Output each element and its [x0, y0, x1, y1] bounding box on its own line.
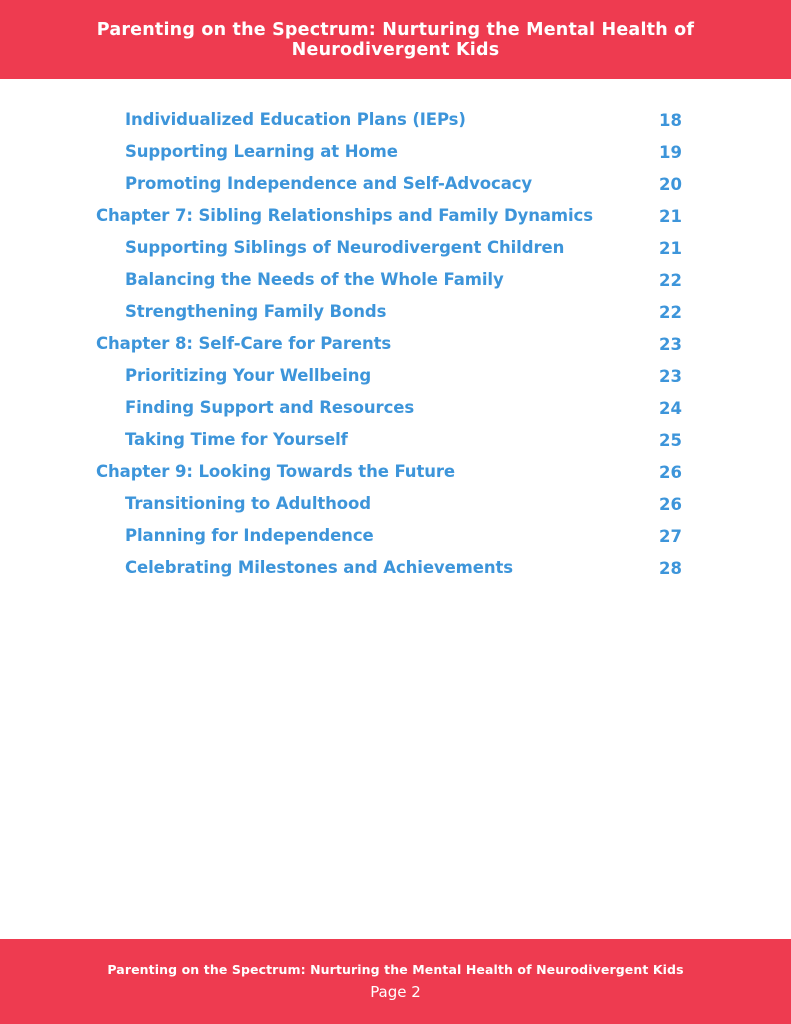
- toc-entry-label[interactable]: Supporting Learning at Home: [125, 142, 398, 161]
- toc-entry-page: 24: [659, 399, 682, 418]
- toc-entry-label[interactable]: Promoting Independence and Self-Advocacy: [125, 174, 533, 193]
- toc-entry-page: 27: [659, 527, 682, 546]
- toc-entry-label[interactable]: Prioritizing Your Wellbeing: [125, 366, 372, 385]
- toc-entry-page: 28: [659, 559, 682, 578]
- toc-entry-label[interactable]: Finding Support and Resources: [125, 398, 415, 417]
- toc-entry[interactable]: [96, 457, 683, 489]
- toc-entry-page: 26: [659, 495, 682, 514]
- toc-entry-label[interactable]: Chapter 9: Looking Towards the Future: [96, 462, 456, 481]
- toc-entry-page: 18: [659, 111, 682, 130]
- toc-entry[interactable]: [96, 137, 683, 169]
- toc-entry-label[interactable]: Taking Time for Yourself: [125, 430, 348, 449]
- toc-entry-page: 22: [659, 303, 682, 322]
- toc-entry-label[interactable]: Planning for Independence: [125, 526, 374, 545]
- toc-entry[interactable]: [96, 233, 683, 265]
- toc-entry-page: 23: [659, 335, 682, 354]
- footer-page-number: Page 2: [370, 983, 421, 1001]
- toc-entry-page: 25: [659, 431, 682, 450]
- toc-entry[interactable]: [96, 265, 683, 297]
- page-header: [0, 0, 791, 79]
- toc-table: [96, 105, 683, 585]
- table-of-contents: [0, 79, 791, 762]
- header-title: Parenting on the Spectrum: Nurturing the Mental Health of Neurodivergent Kids: [96, 19, 695, 60]
- toc-entry[interactable]: [96, 297, 683, 329]
- page-footer: [0, 939, 791, 1024]
- toc-entry-label[interactable]: Individualized Education Plans (IEPs): [125, 110, 466, 129]
- toc-entry-label[interactable]: Balancing the Needs of the Whole Family: [125, 270, 504, 289]
- toc-entry[interactable]: [96, 169, 683, 201]
- toc-entry[interactable]: [96, 489, 683, 521]
- toc-entry[interactable]: [96, 521, 683, 553]
- toc-entry-label[interactable]: Transitioning to Adulthood: [125, 494, 371, 513]
- toc-entry[interactable]: [96, 329, 683, 361]
- toc-entry-page: 19: [659, 143, 682, 162]
- toc-entry-page: 21: [659, 207, 682, 226]
- toc-entry-label[interactable]: Chapter 7: Sibling Relationships and Family Dynamics: [96, 206, 593, 225]
- toc-entry-page: 21: [659, 239, 682, 258]
- toc-entry-page: 20: [659, 175, 682, 194]
- toc-entry[interactable]: [96, 105, 683, 137]
- toc-entry[interactable]: [96, 361, 683, 393]
- footer-title: Parenting on the Spectrum: Nurturing the Mental Health of Neurodivergent Kids: [107, 962, 684, 977]
- toc-entry[interactable]: [96, 553, 683, 585]
- toc-entry-label[interactable]: Celebrating Milestones and Achievements: [125, 558, 514, 577]
- toc-entry-page: 22: [659, 271, 682, 290]
- page-whitespace: [0, 762, 791, 939]
- toc-entry-page: 26: [659, 463, 682, 482]
- toc-entry[interactable]: [96, 393, 683, 425]
- toc-entry-label[interactable]: Supporting Siblings of Neurodivergent Children: [125, 238, 565, 257]
- toc-entry-label[interactable]: Chapter 8: Self-Care for Parents: [96, 334, 392, 353]
- toc-entry[interactable]: [96, 201, 683, 233]
- toc-entry-label[interactable]: Strengthening Family Bonds: [125, 302, 387, 321]
- toc-entry[interactable]: [96, 425, 683, 457]
- toc-body: [96, 105, 683, 585]
- toc-entry-page: 23: [659, 367, 682, 386]
